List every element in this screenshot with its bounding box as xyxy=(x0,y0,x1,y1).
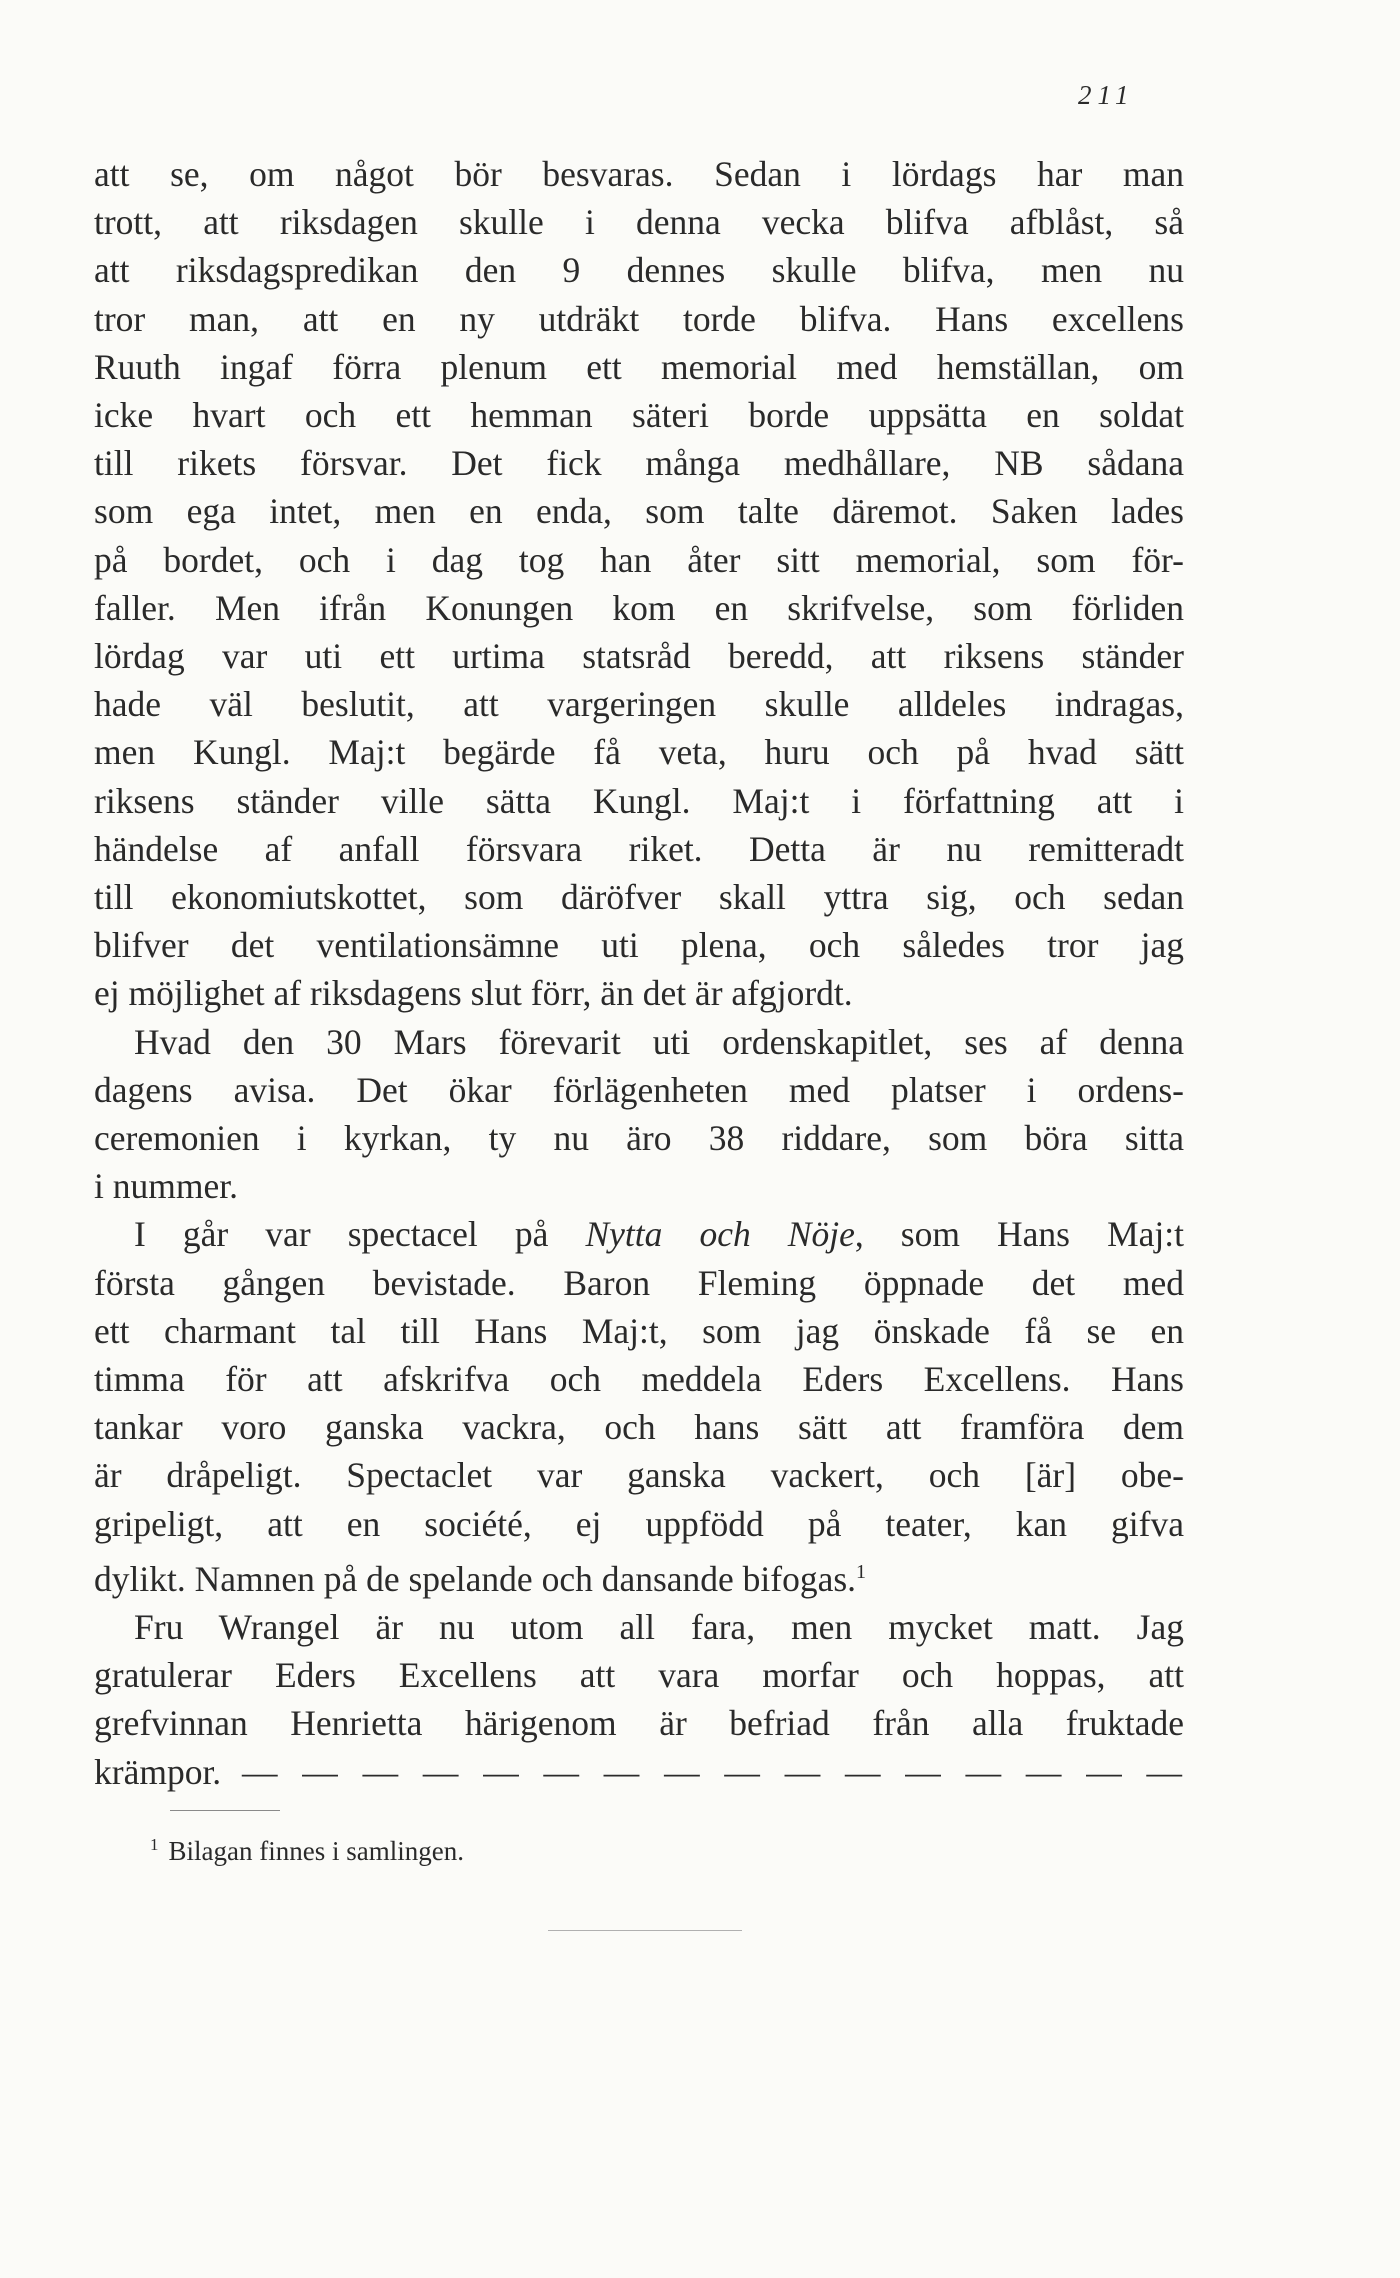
footnote-text: Bilagan finnes i samlingen. xyxy=(168,1836,464,1866)
text-line: riksens ständer ville sätta Kungl. Maj:t i författning att i xyxy=(94,780,1184,821)
text-line: trott, att riksdagen skulle i denna vecka blifva afblåst, så xyxy=(94,202,1184,243)
text-line: men Kungl. Maj:t begärde få veta, huru och på hvad sätt xyxy=(94,732,1184,773)
text-segment: I går var spectacel på xyxy=(134,1214,586,1255)
page-number: 211 xyxy=(1078,80,1135,110)
text-line: hade väl beslutit, att vargeringen skulle alldeles indragas, xyxy=(94,684,1184,725)
text-line: Hvad den 30 Mars förevarit uti ordenskapitlet, ses af denna xyxy=(134,1021,1184,1062)
dash-row: — — — — — — — — — — — — — — — — xyxy=(242,1751,1185,1792)
text-line: att se, om något bör besvaras. Sedan i lördags har man xyxy=(94,154,1184,194)
text-line: till rikets försvar. Det fick många medhållare, NB sådana xyxy=(94,443,1184,484)
text-line xyxy=(94,1748,1184,1796)
text-line: på bordet, och i dag tog han åter sitt memorial, som för- xyxy=(94,539,1184,580)
footnote xyxy=(150,1828,464,1868)
text-line: grefvinnan Henrietta härigenom är befriad från alla fruktade xyxy=(94,1703,1184,1744)
text-line: lördag var uti ett urtima statsråd beredd, att riksens ständer xyxy=(94,636,1184,677)
text-line: gripeligt, att en société, ej uppfödd på teater, kan gifva xyxy=(94,1503,1184,1544)
text-line xyxy=(94,1210,1184,1258)
text-line: icke hvart och ett hemman säteri borde uppsätta en soldat xyxy=(94,395,1184,436)
text-line: gratulerar Eders Excellens att vara morfar och hoppas, att xyxy=(94,1655,1184,1696)
text-segment: dylikt. Namnen på de spelande och dansande bifogas. xyxy=(94,1558,857,1599)
text-line: Fru Wrangel är nu utom all fara, men mycket matt. Jag xyxy=(134,1606,1184,1647)
text-line: faller. Men ifrån Konungen kom en skrifvelse, som förliden xyxy=(94,587,1184,628)
text-line: som ega intet, men en enda, som talte däremot. Saken lades xyxy=(94,491,1184,532)
text-line: ej möjlighet af riksdagens slut förr, än det är afgjordt. xyxy=(94,973,853,1014)
text-line xyxy=(94,1548,1184,1603)
footnote-marker: 1 xyxy=(150,1835,159,1854)
footnote-rule xyxy=(170,1810,280,1811)
text-line: tror man, att en ny utdräkt torde blifva. Hans excellens xyxy=(94,298,1184,339)
text-line: att riksdagspredikan den 9 dennes skulle blifva, men nu xyxy=(94,250,1184,291)
page-end-rule xyxy=(548,1930,742,1931)
letter-text xyxy=(94,150,1184,1796)
text-line: i nummer. xyxy=(94,1166,238,1207)
text-line: dagens avisa. Det ökar förlägenheten med platser i ordens- xyxy=(94,1069,1184,1110)
text-line: första gången bevistade. Baron Fleming öppnade det med xyxy=(94,1262,1184,1303)
play-title: Nytta och Nöje xyxy=(585,1214,855,1255)
text-segment: , som Hans Maj:t xyxy=(854,1214,1184,1255)
text-line: ceremonien i kyrkan, ty nu äro 38 riddare, som böra sitta xyxy=(94,1118,1184,1159)
text-line: Ruuth ingaf förra plenum ett memorial med hemställan, om xyxy=(94,346,1184,387)
text-line: ett charmant tal till Hans Maj:t, som jag önskade få se en xyxy=(94,1310,1184,1351)
text-line: tankar voro ganska vackra, och hans sätt att framföra dem xyxy=(94,1407,1184,1448)
text-line: händelse af anfall försvara riket. Detta är nu remitteradt xyxy=(94,828,1184,869)
text-line: timma för att afskrifva och meddela Eders Excellens. Hans xyxy=(94,1359,1184,1400)
text-line: till ekonomiutskottet, som däröfver skall yttra sig, och sedan xyxy=(94,877,1184,918)
text-line: är dråpeligt. Spectaclet var ganska vackert, och [är] obe- xyxy=(94,1455,1184,1496)
text-segment: krämpor. xyxy=(94,1751,222,1792)
footnote-reference: 1 xyxy=(856,1560,867,1583)
text-line: blifver det ventilationsämne uti plena, och således tror jag xyxy=(94,925,1184,966)
